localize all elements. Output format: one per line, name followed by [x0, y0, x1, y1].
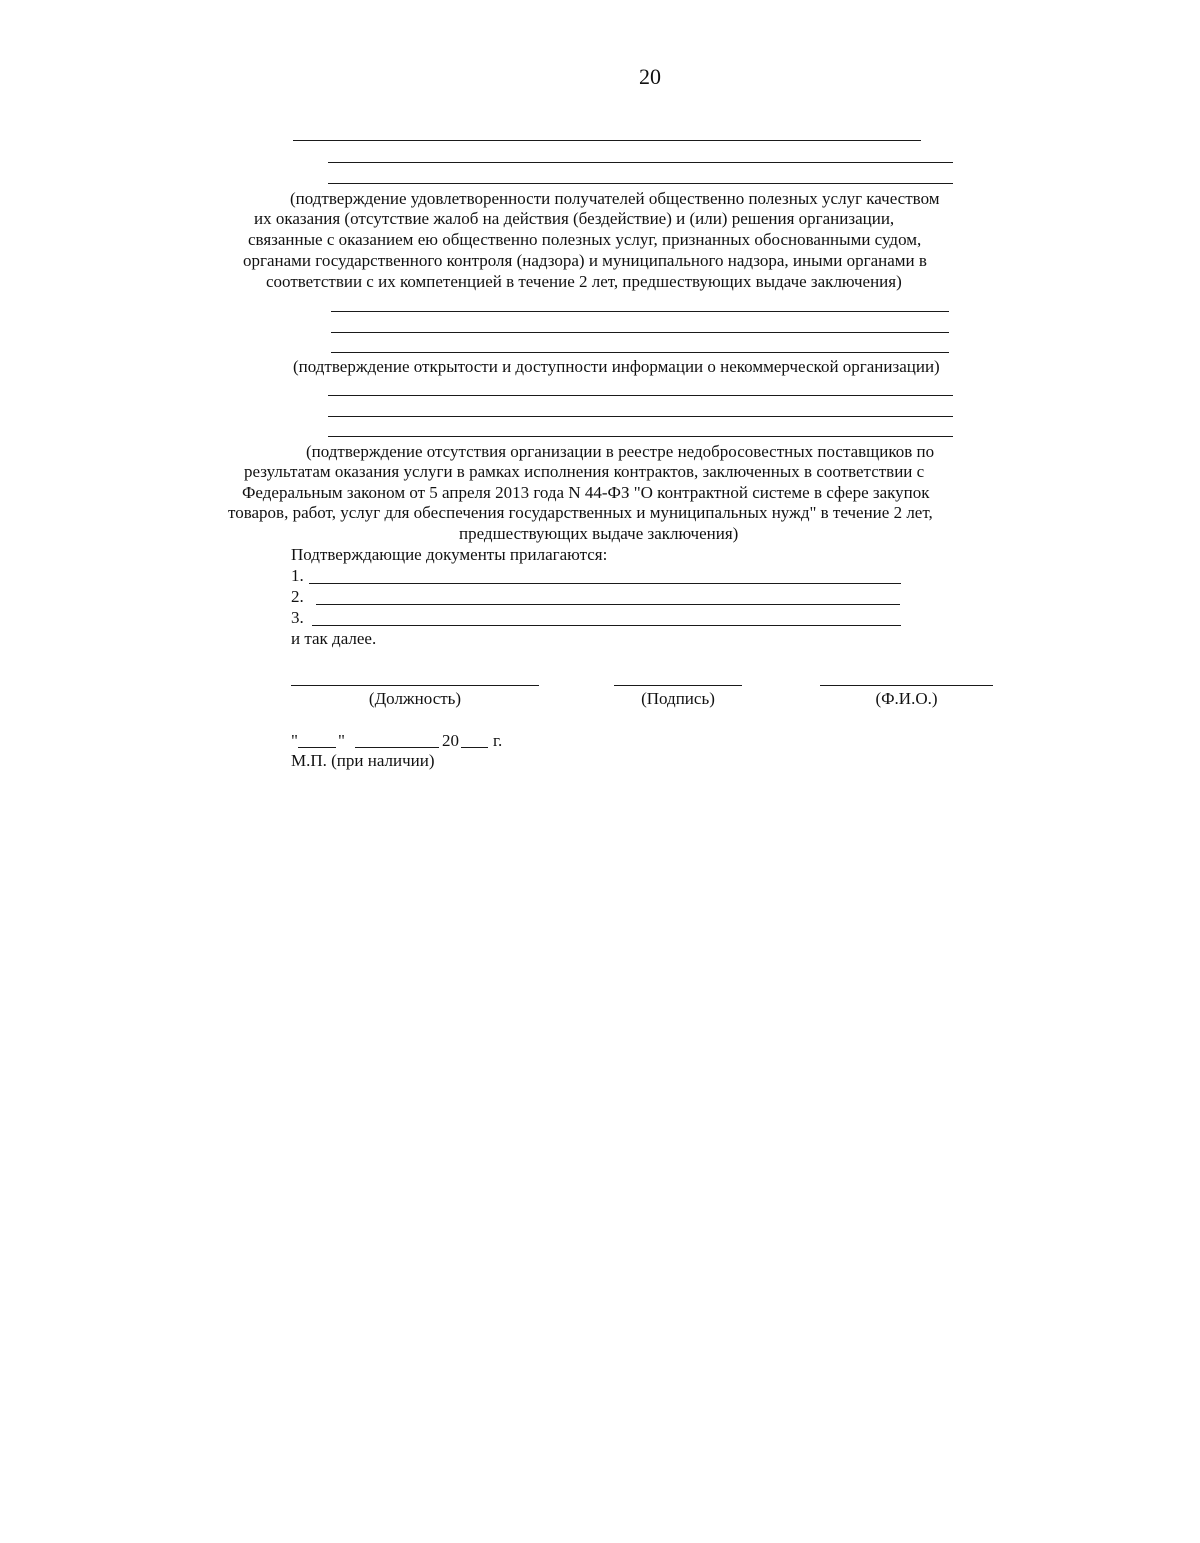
blank-line[interactable]: [328, 183, 953, 184]
name-line[interactable]: [820, 685, 993, 686]
attachments-etc: и так далее.: [291, 629, 377, 648]
caption-line: органами государственного контроля (надзора) и муниципального надзора, иными органами в: [243, 251, 927, 270]
date-month-line[interactable]: [355, 747, 439, 748]
caption-line: их оказания (отсутствие жалоб на действия (бездействие) и (или) решения организации,: [254, 209, 895, 228]
attachment-number: 2.: [291, 587, 304, 606]
page-number: 20: [639, 64, 661, 89]
stamp-label: М.П. (при наличии): [291, 751, 435, 770]
caption-line: (подтверждение отсутствия организации в реестре недобросовестных поставщиков по: [306, 442, 935, 461]
attachment-line[interactable]: [316, 604, 900, 605]
blank-line[interactable]: [331, 311, 949, 312]
name-label: (Ф.И.О.): [875, 689, 938, 708]
caption-line: соответствии с их компетенцией в течение 2 лет, предшествующих выдаче заключения): [266, 272, 902, 291]
blank-line[interactable]: [331, 332, 949, 333]
caption-line: результатам оказания услуги в рамках исполнения контрактов, заключенных в соответствии с: [244, 462, 925, 481]
caption-line: предшествующих выдаче заключения): [459, 524, 739, 543]
blank-line[interactable]: [328, 436, 953, 437]
blank-line[interactable]: [328, 416, 953, 417]
date-year-line[interactable]: [461, 747, 488, 748]
position-line[interactable]: [291, 685, 539, 686]
date-day-line[interactable]: [298, 747, 336, 748]
blank-line[interactable]: [328, 162, 953, 163]
caption-line: (подтверждение удовлетворенности получателей общественно полезных услуг качеством: [290, 189, 940, 208]
signature-label: (Подпись): [641, 689, 715, 708]
blank-line[interactable]: [328, 395, 953, 396]
caption-line: связанные с оказанием ею общественно полезных услуг, признанных обоснованными судом,: [248, 230, 922, 249]
date-year-suffix: г.: [493, 731, 503, 750]
blank-line[interactable]: [331, 352, 949, 353]
position-label: (Должность): [368, 689, 462, 708]
blank-line[interactable]: [293, 140, 921, 141]
caption-line: товаров, работ, услуг для обеспечения государственных и муниципальных нужд" в течение 2 лет,: [228, 503, 933, 522]
attachment-line[interactable]: [309, 583, 901, 584]
caption-line: Федеральным законом от 5 апреля 2013 года N 44-ФЗ "О контрактной системе в сфере закупок: [242, 483, 930, 502]
date-open-quote: ": [291, 731, 298, 750]
attachment-number: 3.: [291, 608, 304, 627]
date-close-quote: ": [338, 731, 345, 750]
attachment-number: 1.: [291, 566, 304, 585]
date-year-prefix: 20: [442, 731, 459, 750]
signature-line[interactable]: [614, 685, 742, 686]
attachments-heading: Подтверждающие документы прилагаются:: [291, 545, 608, 564]
attachment-line[interactable]: [312, 625, 901, 626]
section2-caption: (подтверждение открытости и доступности информации о некоммерческой организации): [293, 357, 940, 376]
